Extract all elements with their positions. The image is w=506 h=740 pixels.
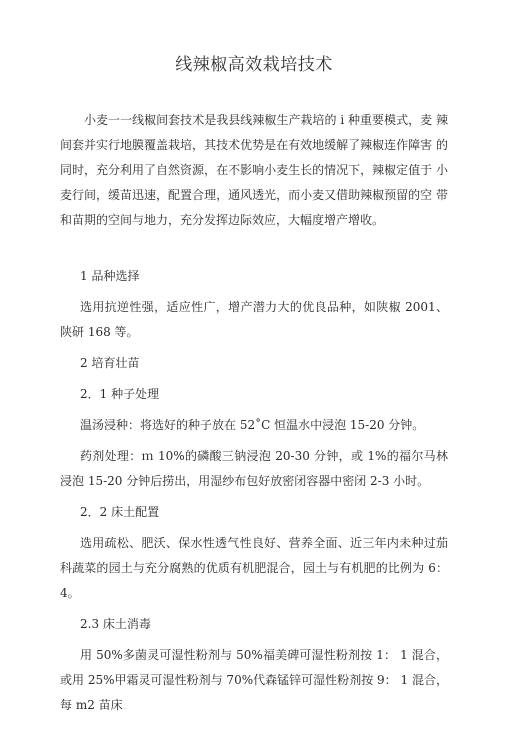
section-heading-variety: 1 品种选择 [80,269,140,283]
section-text-warm-soak: 温汤浸种：将选好的种子放在 52˚C 恒温水中浸泡 15-20 分钟。 [80,418,425,432]
section-text-chemical-treatment: 药剂处理：ｍ 10%的磷酸三钠浸泡 20-30 分钟，或 1%的福尔马林浸泡 15-20 分钟后捞出，用湿纱布包好放密闭容器中密闭 2-3 小时。 [60,449,448,488]
section-heading-bed-soil: 2．2 床土配置 [80,505,160,519]
spacer [60,233,448,264]
section-text-bed-soil: 选用疏松、肥沃、保水性透气性良好、营养全面、近三年内未种过茄科蔬菜的园土与充分腐熟的优质有机肥混合，园土与有机肥的比例为 6：4。 [60,536,448,600]
section-text-soil-disinfection: 用 50%多菌灵可湿性粉剂与 50%福美碑可湿性粉剂按 1： 1 混合，或用 25%甲霜灵可湿性粉剂与 70%代森锰锌可湿性粉剂按 9： 1 混合，每 m2 苗床 [60,648,448,712]
section-text-variety: 选用抗逆性强，适应性广，增产潜力大的优良品种，如陕椒 2001、陕研 168 等。 [60,300,448,339]
section-heading-seed-treatment: 2．1 种子处理 [80,387,160,401]
section-heading-seedling: 2 培育壮苗 [80,356,140,370]
document-title: 线辣椒高效栽培技术 [175,55,333,75]
section-heading-soil-disinfection: 2.3 床土消毒 [80,617,151,631]
intro-paragraph: 小麦一一线椒间套技术是我县线辣椒生产栽培的 i 种重要模式，麦 辣间套并实行地膜覆盖栽培，其技术优势是在有效地缓解了辣椒连作障害 的同时，充分利用了自然资源，在不影响小麦生长的情况下，辣椒定值于 小麦行间，缓苗迅速，配置合理，通风透光，而小麦又借助辣椒预留的空 带和苗期的空间与地力，充分发挥边际效应，大幅度增产增收。 [60,113,448,227]
